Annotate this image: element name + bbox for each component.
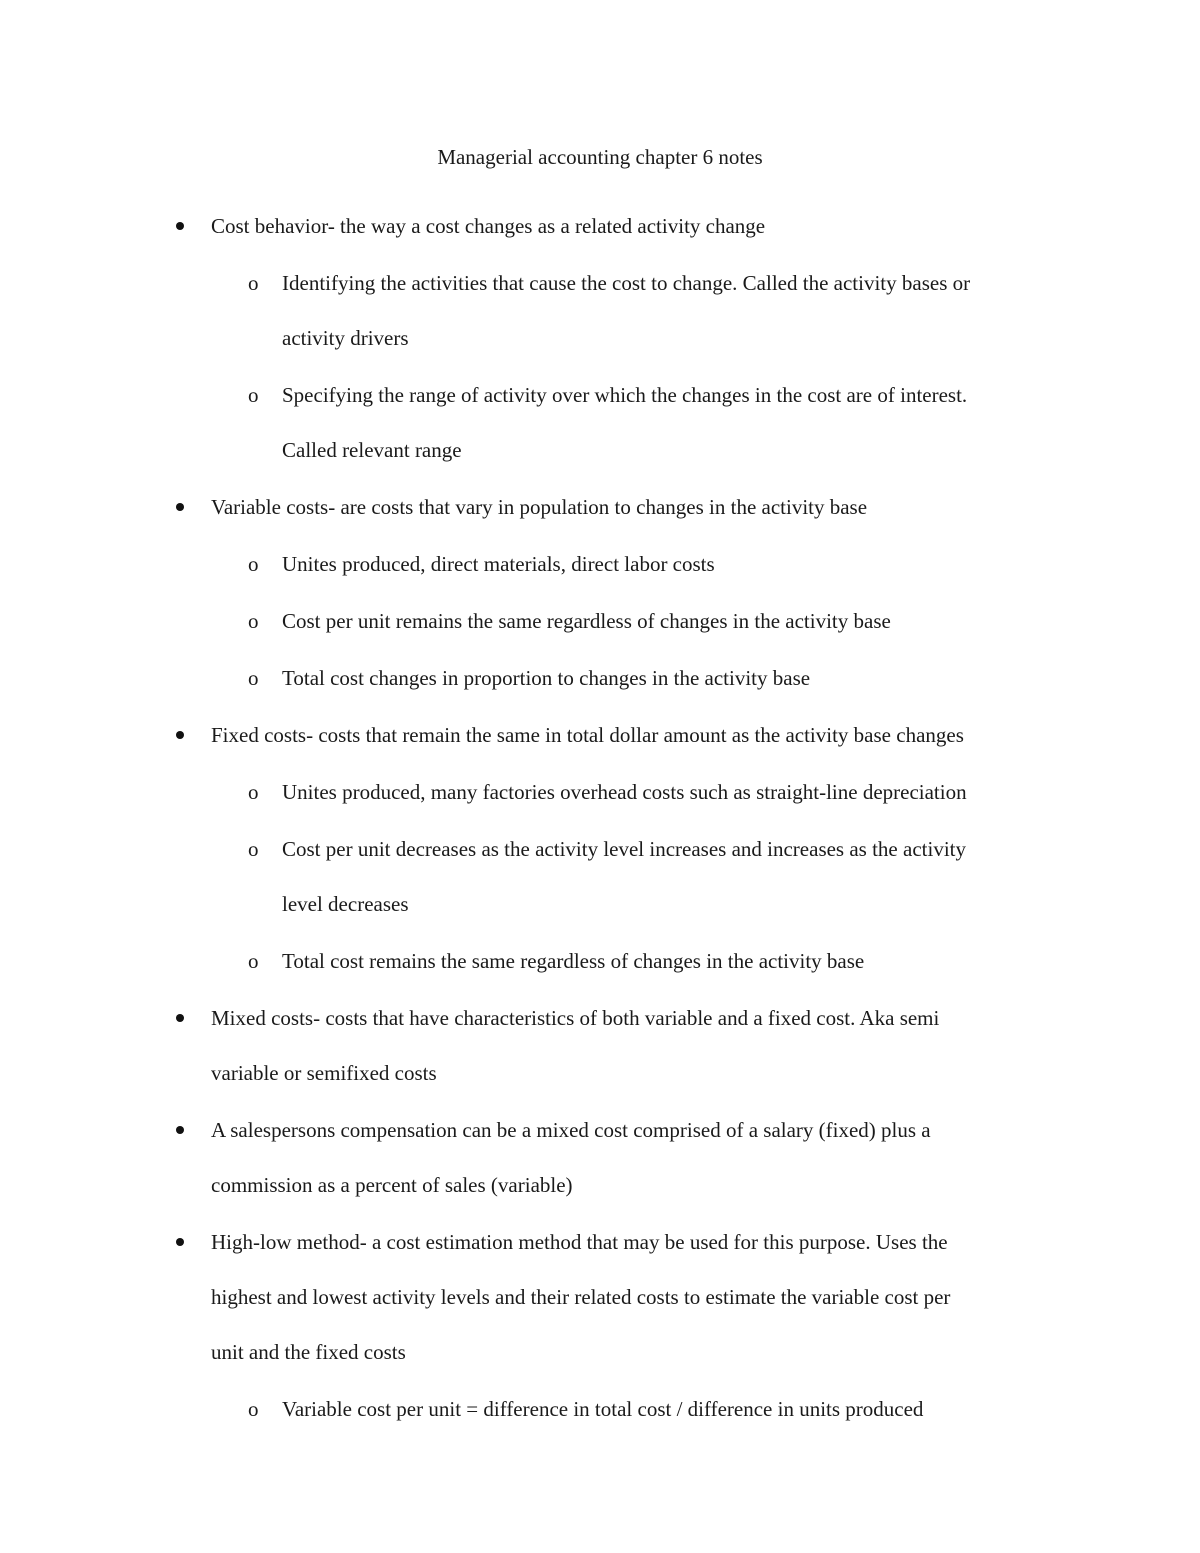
bullet-dot	[176, 1014, 184, 1022]
sub-bullet-text: Total cost remains the same regardless of changes in the activity base	[282, 949, 865, 973]
sub-bullet-text: Cost per unit remains the same regardless of changes in the activity base	[282, 609, 891, 633]
sub-bullet-text: Total cost changes in proportion to changes in the activity base	[282, 666, 811, 690]
page-title: Managerial accounting chapter 6 notes	[437, 145, 763, 169]
bullet-text: highest and lowest activity levels and their related costs to estimate the variable cost per	[211, 1285, 951, 1309]
bullet-dot	[176, 222, 184, 230]
bullet-text: variable or semifixed costs	[211, 1061, 437, 1085]
sub-bullet-text: Variable cost per unit = difference in total cost / difference in units produced	[282, 1397, 924, 1421]
bullet-text: Mixed costs- costs that have characteristics of both variable and a fixed cost. Aka semi	[211, 1006, 940, 1030]
sub-bullet-text: activity drivers	[282, 326, 409, 350]
sub-bullet-text: Identifying the activities that cause the cost to change. Called the activity bases or	[282, 271, 971, 295]
bullet-dot	[176, 731, 184, 739]
sub-bullet-text: Unites produced, many factories overhead costs such as straight-line depreciation	[282, 780, 967, 804]
sub-bullet-glyph: o	[248, 949, 259, 973]
bullet-text: unit and the fixed costs	[211, 1340, 406, 1364]
sub-bullet-glyph: o	[248, 1397, 259, 1421]
bullet-text: A salespersons compensation can be a mixed cost comprised of a salary (fixed) plus a	[211, 1118, 931, 1142]
sub-bullet-text: Unites produced, direct materials, direct labor costs	[282, 552, 715, 576]
bullet-dot	[176, 1238, 184, 1246]
sub-bullet-text: Specifying the range of activity over which the changes in the cost are of interest.	[282, 383, 968, 407]
sub-bullet-glyph: o	[248, 552, 259, 576]
bullet-dot	[176, 1126, 184, 1134]
sub-bullet-glyph: o	[248, 666, 259, 690]
sub-bullet-text: Cost per unit decreases as the activity level increases and increases as the activity	[282, 837, 966, 861]
sub-bullet-text: Called relevant range	[282, 438, 462, 462]
bullet-text: Variable costs- are costs that vary in population to changes in the activity base	[211, 495, 868, 519]
sub-bullet-glyph: o	[248, 837, 259, 861]
sub-bullet-glyph: o	[248, 271, 259, 295]
bullet-dot	[176, 503, 184, 511]
sub-bullet-glyph: o	[248, 383, 259, 407]
sub-bullet-text: level decreases	[282, 892, 409, 916]
bullet-text: High-low method- a cost estimation method that may be used for this purpose. Uses the	[211, 1230, 948, 1254]
sub-bullet-glyph: o	[248, 609, 259, 633]
bullet-text: Cost behavior- the way a cost changes as a related activity change	[211, 214, 766, 238]
sub-bullet-glyph: o	[248, 780, 259, 804]
bullet-text: commission as a percent of sales (variable)	[211, 1173, 573, 1197]
bullet-text: Fixed costs- costs that remain the same in total dollar amount as the activity base changes	[211, 723, 964, 747]
